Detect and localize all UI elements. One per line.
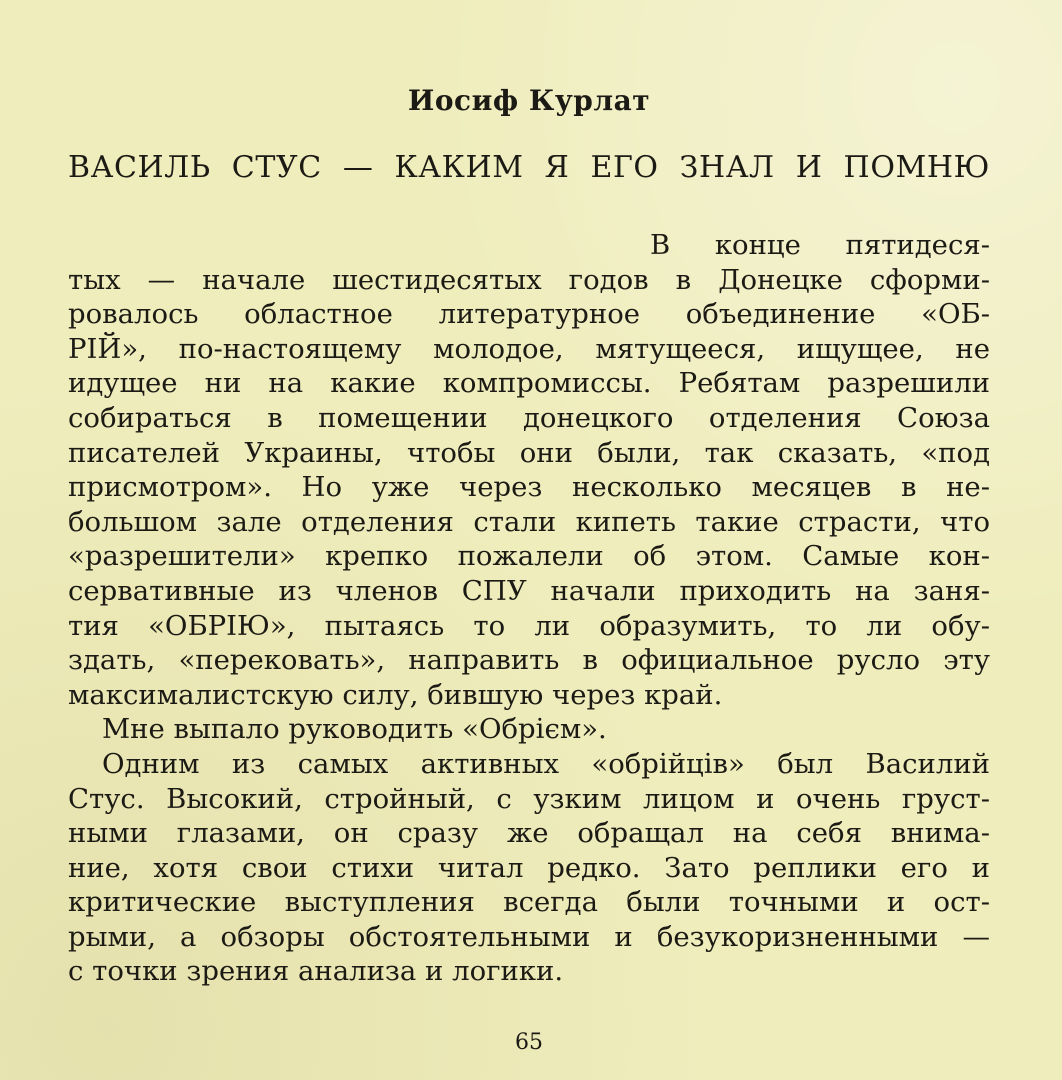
text-line: присмотром». Но уже через несколько месяцев в не- xyxy=(68,471,990,504)
page-number: 65 xyxy=(515,1030,543,1055)
text-line: максималистскую силу, бившую через край. xyxy=(68,678,723,711)
text-line: тых — начале шестидесятых годов в Донецке сформи- xyxy=(68,263,990,296)
text-line: с точки зрения анализа и логики. xyxy=(68,955,564,988)
text-line: «разрешители» крепко пожалели об этом. Самые кон- xyxy=(68,540,990,573)
text-line: ние, хотя свои стихи читал редко. Зато реплики его и xyxy=(68,851,990,884)
text-line: сервативные из членов СПУ начали приходить на заня- xyxy=(68,574,990,607)
text-line: Мне выпало руководить «Обрієм». xyxy=(102,713,607,746)
text-line: Одним из самых активных «обрійців» был Василий xyxy=(102,747,990,780)
text-line: Стус. Высокий, стройный, с узким лицом и очень груст- xyxy=(68,782,990,815)
text-line: РІЙ», по-настоящему молодое, мятущееся, ищущее, не xyxy=(68,332,990,365)
chapter-title: ВАСИЛЬ СТУС — КАКИМ Я ЕГО ЗНАЛ И ПОМНЮ xyxy=(68,150,990,185)
body-text xyxy=(68,228,990,989)
text-line: большом зале отделения стали кипеть такие страсти, что xyxy=(68,505,990,538)
text-line: писателей Украины, чтобы они были, так сказать, «под xyxy=(68,436,990,469)
text-line: ровалось областное литературное объединение «ОБ- xyxy=(68,298,990,331)
author-name: Иосиф Курлат xyxy=(407,84,651,117)
text-line: здать, «перековать», направить в официальное русло эту xyxy=(68,644,990,677)
text-line: рыми, а обзоры обстоятельными и безукоризненными — xyxy=(68,920,990,953)
text-line: тия «ОБРІЮ», пытаясь то ли образумить, то ли обу- xyxy=(68,609,990,642)
text-line: идущее ни на какие компромиссы. Ребятам разрешили xyxy=(68,367,990,400)
text-line: ными глазами, он сразу же обращал на себя внима- xyxy=(68,817,990,850)
book-page xyxy=(68,0,990,1080)
text-line: В конце пятидеся- xyxy=(650,229,990,261)
text-line: критические выступления всегда были точными и ост- xyxy=(68,886,990,919)
text-line: собираться в помещении донецкого отделения Союза xyxy=(68,401,990,434)
